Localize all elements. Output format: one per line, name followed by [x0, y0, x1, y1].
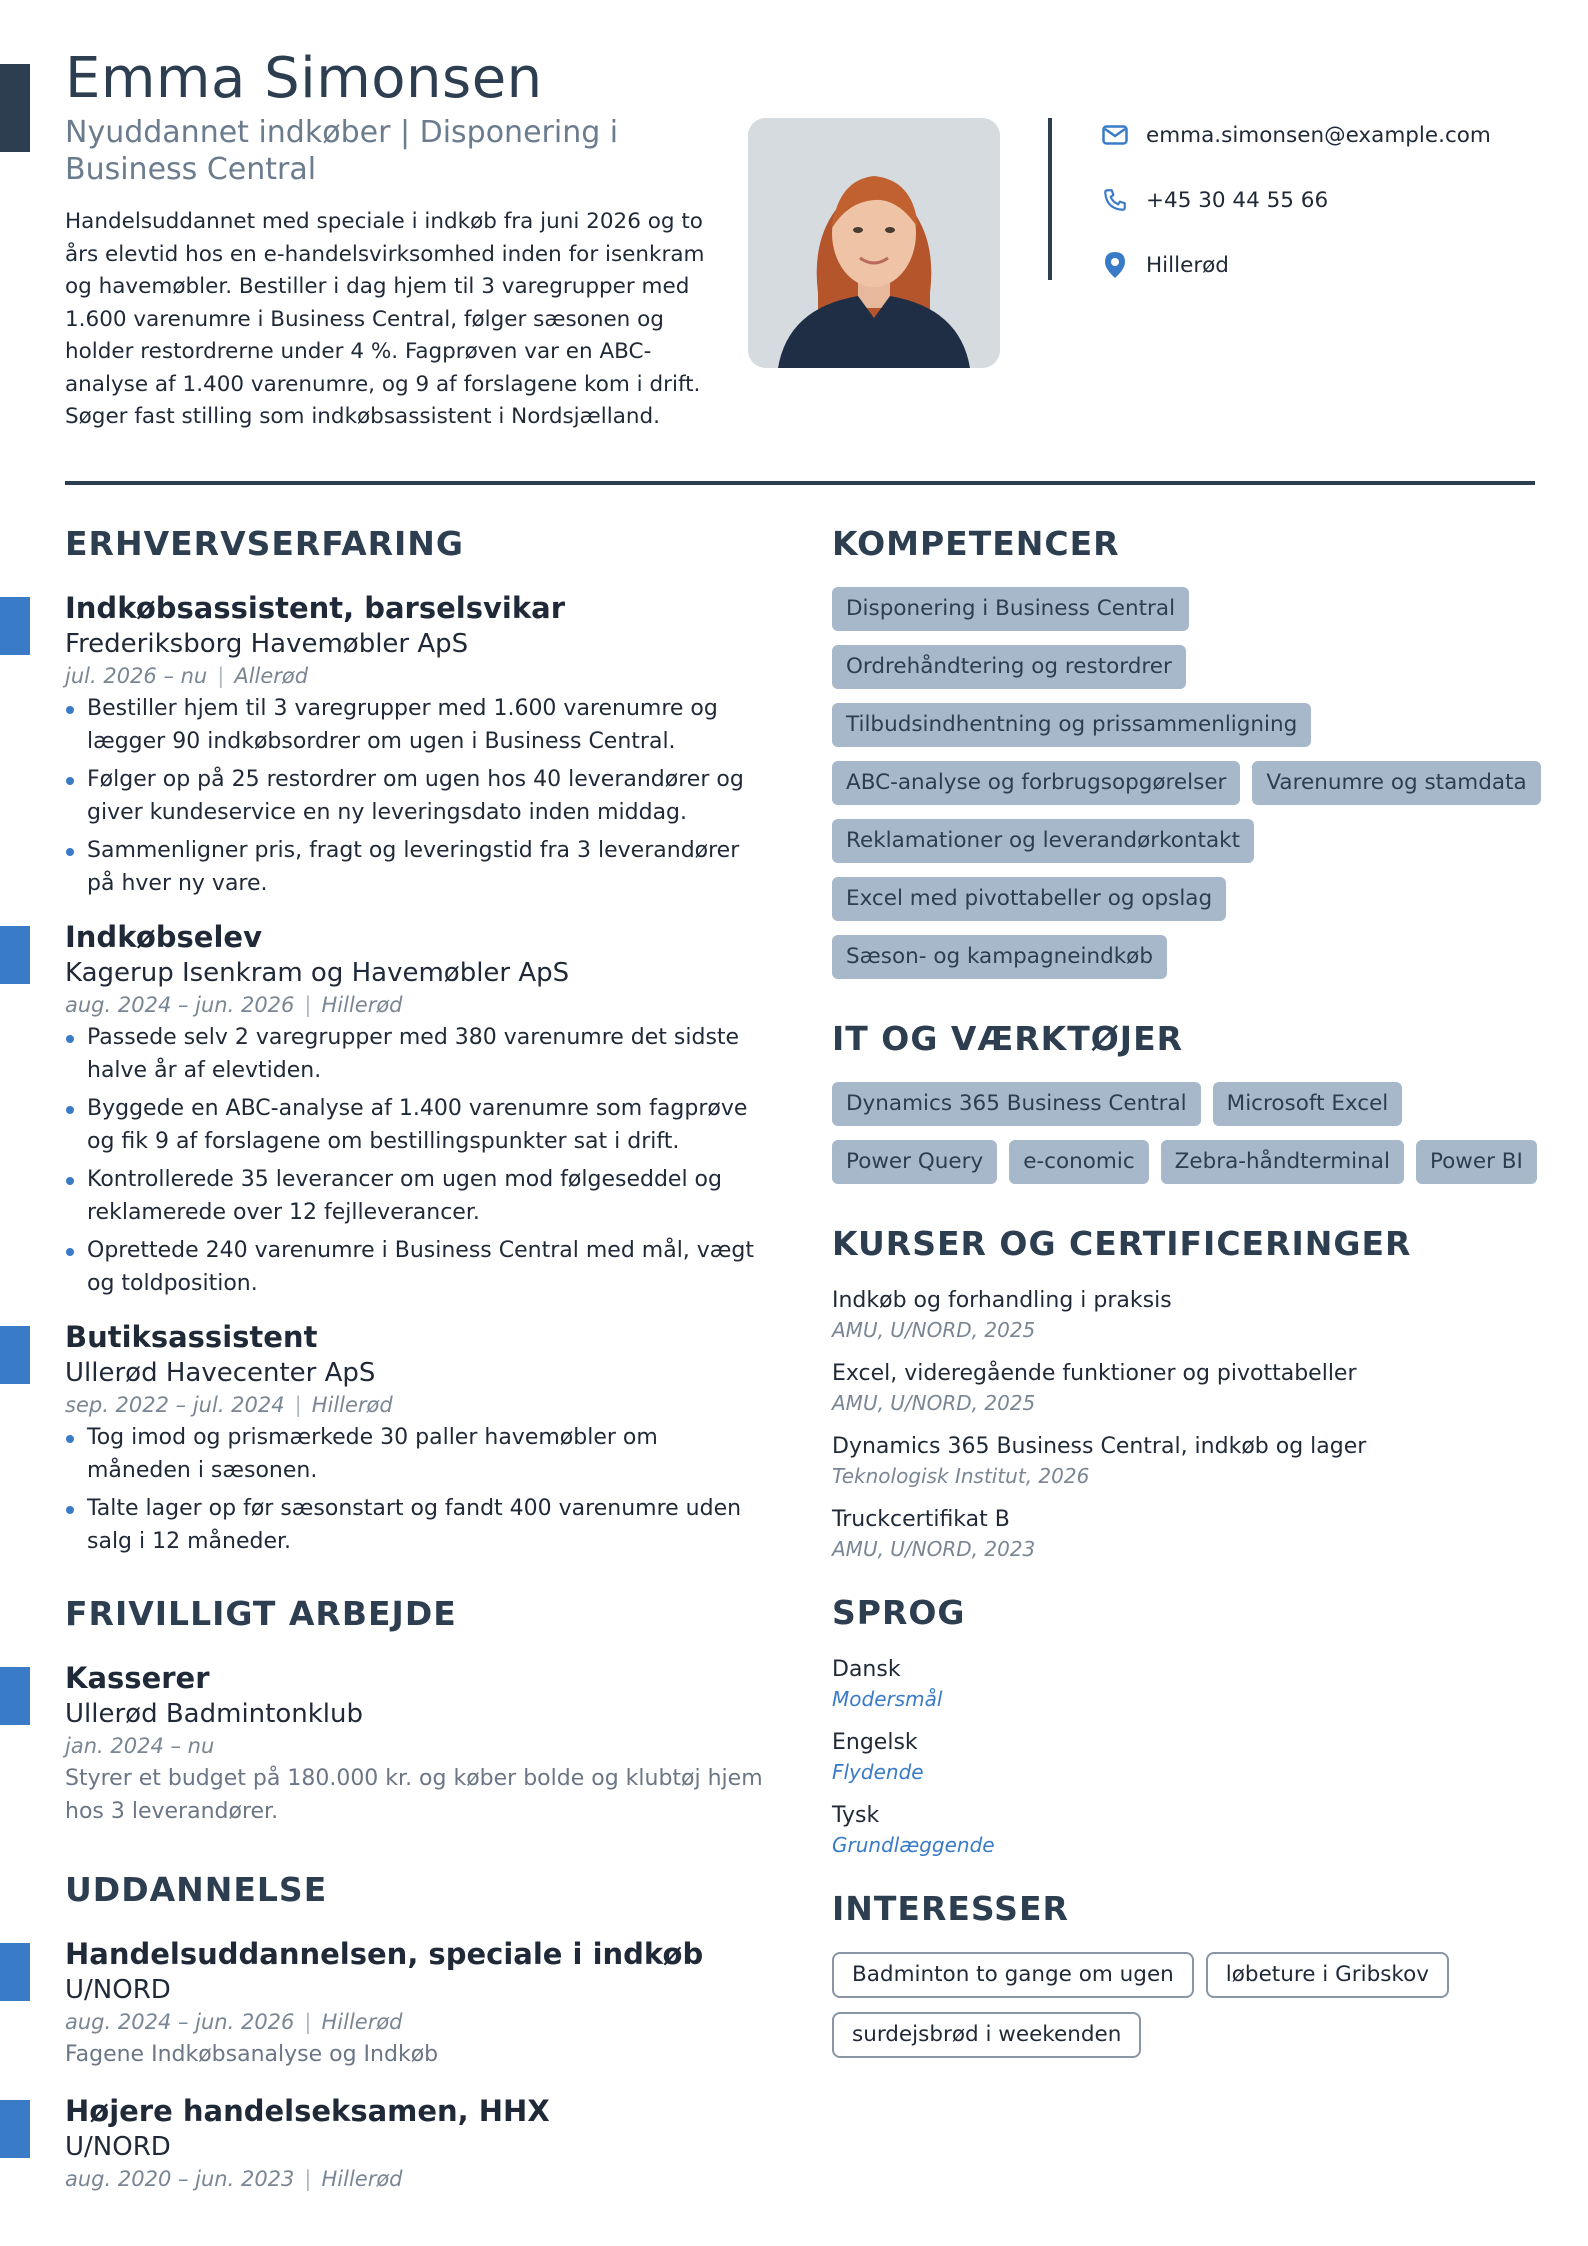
section-title-experience: ERHVERVSERFARING	[65, 524, 465, 563]
section-title-tools: IT OG VÆRKTØJER	[832, 1019, 1184, 1058]
entry-org: Ullerød Havecenter ApS	[65, 1358, 376, 1388]
bullet-item: Byggede en ABC-analyse af 1.400 varenumre som fagprøve og fik 9 af forslagene om bestillingspunkter sat i drift.	[65, 1093, 765, 1158]
skill-tag: ABC-analyse og forbrugsopgørelser	[832, 761, 1240, 805]
bullet-item: Passede selv 2 varegrupper med 380 varenumre det sidste halve år af elevtiden.	[65, 1022, 765, 1087]
course-name: Indkøb og forhandling i praksis	[832, 1288, 1172, 1313]
phone-icon	[1100, 185, 1130, 215]
entry-dates: aug. 2024 – jun. 2026	[65, 993, 295, 1017]
section-title-volunteer: FRIVILLIGT ARBEJDE	[65, 1594, 457, 1633]
entry-marker	[0, 1667, 30, 1725]
skill-tag: Varenumre og stamdata	[1252, 761, 1540, 805]
course-item	[832, 1285, 1552, 1344]
entry-marker	[0, 597, 30, 655]
skill-tag: Reklamationer og leverandørkontakt	[832, 819, 1254, 863]
entry-place: Hillerød	[321, 993, 403, 1017]
bullet-item: Talte lager op før sæsonstart og fandt 400 varenumre uden salg i 12 måneder.	[65, 1493, 765, 1558]
contact-location-text: Hillerød	[1146, 252, 1229, 278]
section-title-languages: SPROG	[832, 1593, 966, 1632]
course-name: Excel, videregående funktioner og pivottabeller	[832, 1361, 1357, 1386]
entry-description: Styrer et budget på 180.000 kr. og køber bolde og klubtøj hjem hos 3 leverandører.	[65, 1766, 763, 1824]
left-column	[65, 510, 765, 2194]
language-level: Grundlæggende	[832, 1833, 995, 1857]
meta-separator: |	[217, 664, 225, 688]
entry-role: Indkøbselev	[65, 920, 262, 954]
section-title-education: UDDANNELSE	[65, 1870, 328, 1909]
skill-tag: Sæson- og kampagneindkøb	[832, 935, 1167, 979]
language-level: Flydende	[832, 1760, 924, 1784]
contact-phone-text: +45 30 44 55 66	[1146, 187, 1329, 213]
bullet-item: Oprettede 240 varenumre i Business Central med mål, vægt og toldposition.	[65, 1235, 765, 1300]
course-meta: AMU, U/NORD, 2025	[832, 1318, 1036, 1342]
tool-tag: Zebra-håndterminal	[1161, 1140, 1404, 1184]
tools-tags	[832, 1082, 1552, 1184]
skill-tag: Ordrehåndtering og restordrer	[832, 645, 1186, 689]
language-item	[832, 1727, 1552, 1786]
volunteer-entry	[65, 1659, 765, 1828]
tool-tag: e-conomic	[1009, 1140, 1148, 1184]
education-entry	[65, 2092, 765, 2194]
entry-meta	[65, 661, 765, 691]
candidate-name: Emma Simonsen	[65, 46, 543, 111]
bullet-item: Sammenligner pris, fragt og leveringstid fra 3 leverandører på hver ny vare.	[65, 835, 765, 900]
entry-bullets	[65, 1422, 765, 1558]
meta-separator: |	[304, 2010, 312, 2034]
entry-bullets	[65, 693, 765, 900]
portrait-image	[748, 118, 1000, 368]
tool-tag: Power Query	[832, 1140, 997, 1184]
education-entry	[65, 1935, 765, 2072]
entry-role: Butiksassistent	[65, 1320, 318, 1354]
course-meta: AMU, U/NORD, 2023	[832, 1537, 1036, 1561]
entry-role: Højere handelseksamen, HHX	[65, 2093, 550, 2128]
skills-tags	[832, 587, 1552, 979]
tool-tag: Microsoft Excel	[1213, 1082, 1403, 1126]
entry-org: Kagerup Isenkram og Havemøbler ApS	[65, 958, 570, 988]
meta-separator: |	[294, 1393, 302, 1417]
courses-list	[832, 1285, 1552, 1563]
skill-tag: Tilbudsindhentning og prissammenligning	[832, 703, 1311, 747]
entry-dates: sep. 2022 – jul. 2024	[65, 1393, 285, 1417]
entry-dates: jan. 2024 – nu	[65, 1734, 215, 1758]
entry-meta	[65, 990, 765, 1020]
contact-phone[interactable]	[1100, 182, 1540, 218]
entry-place: Hillerød	[321, 2166, 403, 2191]
entry-meta	[65, 2164, 765, 2194]
entry-role: Kasserer	[65, 1661, 210, 1695]
course-item	[832, 1431, 1552, 1490]
contact-email[interactable]	[1100, 117, 1540, 153]
course-meta: Teknologisk Institut, 2026	[832, 1464, 1090, 1488]
section-title-skills: KOMPETENCER	[832, 524, 1120, 563]
experience-entry	[65, 1318, 765, 1558]
entry-marker	[0, 2100, 30, 2158]
experience-entry	[65, 918, 765, 1300]
entry-org: Ullerød Badmintonklub	[65, 1699, 363, 1729]
experience-entry	[65, 589, 765, 900]
interest-item: surdejsbrød i weekenden	[832, 2012, 1141, 2058]
course-item	[832, 1504, 1552, 1563]
entry-dates: jul. 2026 – nu	[65, 664, 208, 688]
bullet-item: Kontrollerede 35 leverancer om ugen mod følgeseddel og reklamerede over 12 fejlleverancer.	[65, 1164, 765, 1229]
entry-org: U/NORD	[65, 1975, 171, 2005]
entry-dates: aug. 2020 – jun. 2023	[65, 2166, 295, 2191]
contact-divider	[1048, 118, 1052, 280]
entry-description: Fagene Indkøbsanalyse og Indkøb	[65, 2042, 439, 2067]
header-divider	[65, 481, 1535, 485]
entry-marker	[0, 1943, 30, 2001]
interests-list	[832, 1952, 1552, 2058]
course-item	[832, 1358, 1552, 1417]
header-accent-bar	[0, 64, 30, 152]
entry-meta	[65, 1390, 765, 1420]
mail-icon	[1100, 120, 1130, 150]
skill-tag: Disponering i Business Central	[832, 587, 1189, 631]
skill-tag: Excel med pivottabeller og opslag	[832, 877, 1226, 921]
course-meta: AMU, U/NORD, 2025	[832, 1391, 1036, 1415]
tool-tag: Power BI	[1416, 1140, 1537, 1184]
entry-place: Hillerød	[321, 2010, 403, 2034]
language-name: Tysk	[832, 1803, 880, 1828]
entry-role: Handelsuddannelsen, speciale i indkøb	[65, 1937, 704, 1971]
section-title-courses: KURSER OG CERTIFICERINGER	[832, 1224, 1412, 1263]
entry-org: U/NORD	[65, 2131, 171, 2162]
right-column	[832, 510, 1552, 2058]
contact-location	[1100, 247, 1540, 283]
language-name: Engelsk	[832, 1730, 918, 1755]
language-name: Dansk	[832, 1657, 901, 1682]
course-name: Truckcertifikat B	[832, 1507, 1010, 1532]
language-item	[832, 1654, 1552, 1713]
entry-dates: aug. 2024 – jun. 2026	[65, 2010, 295, 2034]
profile-photo	[748, 118, 1000, 368]
meta-separator: |	[304, 2166, 312, 2191]
languages-list	[832, 1654, 1552, 1859]
profile-summary: Handelsuddannet med speciale i indkøb fra juni 2026 og to års elevtid hos en e-handelsvirksomhed inden for isenkram og havemøbler. Bestiller i dag hjem til 3 varegrupper med 1.600 varenumre i Business Central, følger sæsonen og holder restordrerne under 4 %. Fagprøven var en ABC-analyse af 1.400 varenumre, og 9 af forslagene kom i drift. Søger fast stilling som indkøbsassistent i Nordsjælland.	[65, 209, 705, 429]
entry-org: Frederiksborg Havemøbler ApS	[65, 629, 469, 659]
bullet-item: Bestiller hjem til 3 varegrupper med 1.600 varenumre og lægger 90 indkøbsordrer om ugen i Business Central.	[65, 693, 765, 758]
interest-item: løbeture i Gribskov	[1206, 1952, 1449, 1998]
candidate-title: Nyuddannet indkøber | Disponering i Business Central	[65, 115, 619, 187]
entry-place: Allerød	[234, 664, 309, 688]
location-pin-icon	[1100, 250, 1130, 280]
language-level: Modersmål	[832, 1687, 943, 1711]
entry-bullets	[65, 1022, 765, 1300]
entry-role: Indkøbsassistent, barselsvikar	[65, 591, 565, 625]
contact-email-text: emma.simonsen@example.com	[1146, 122, 1491, 148]
course-name: Dynamics 365 Business Central, indkøb og lager	[832, 1434, 1367, 1459]
section-title-interests: INTERESSER	[832, 1889, 1069, 1928]
meta-separator: |	[304, 993, 312, 1017]
bullet-item: Tog imod og prismærkede 30 paller havemøbler om måneden i sæsonen.	[65, 1422, 765, 1487]
interest-item: Badminton to gange om ugen	[832, 1952, 1194, 1998]
entry-marker	[0, 926, 30, 984]
language-item	[832, 1800, 1552, 1859]
entry-marker	[0, 1326, 30, 1384]
entry-meta	[65, 2007, 765, 2037]
tool-tag: Dynamics 365 Business Central	[832, 1082, 1201, 1126]
entry-place: Hillerød	[311, 1393, 393, 1417]
bullet-item: Følger op på 25 restordrer om ugen hos 40 leverandører og giver kundeservice en ny leveringsdato inden middag.	[65, 764, 765, 829]
